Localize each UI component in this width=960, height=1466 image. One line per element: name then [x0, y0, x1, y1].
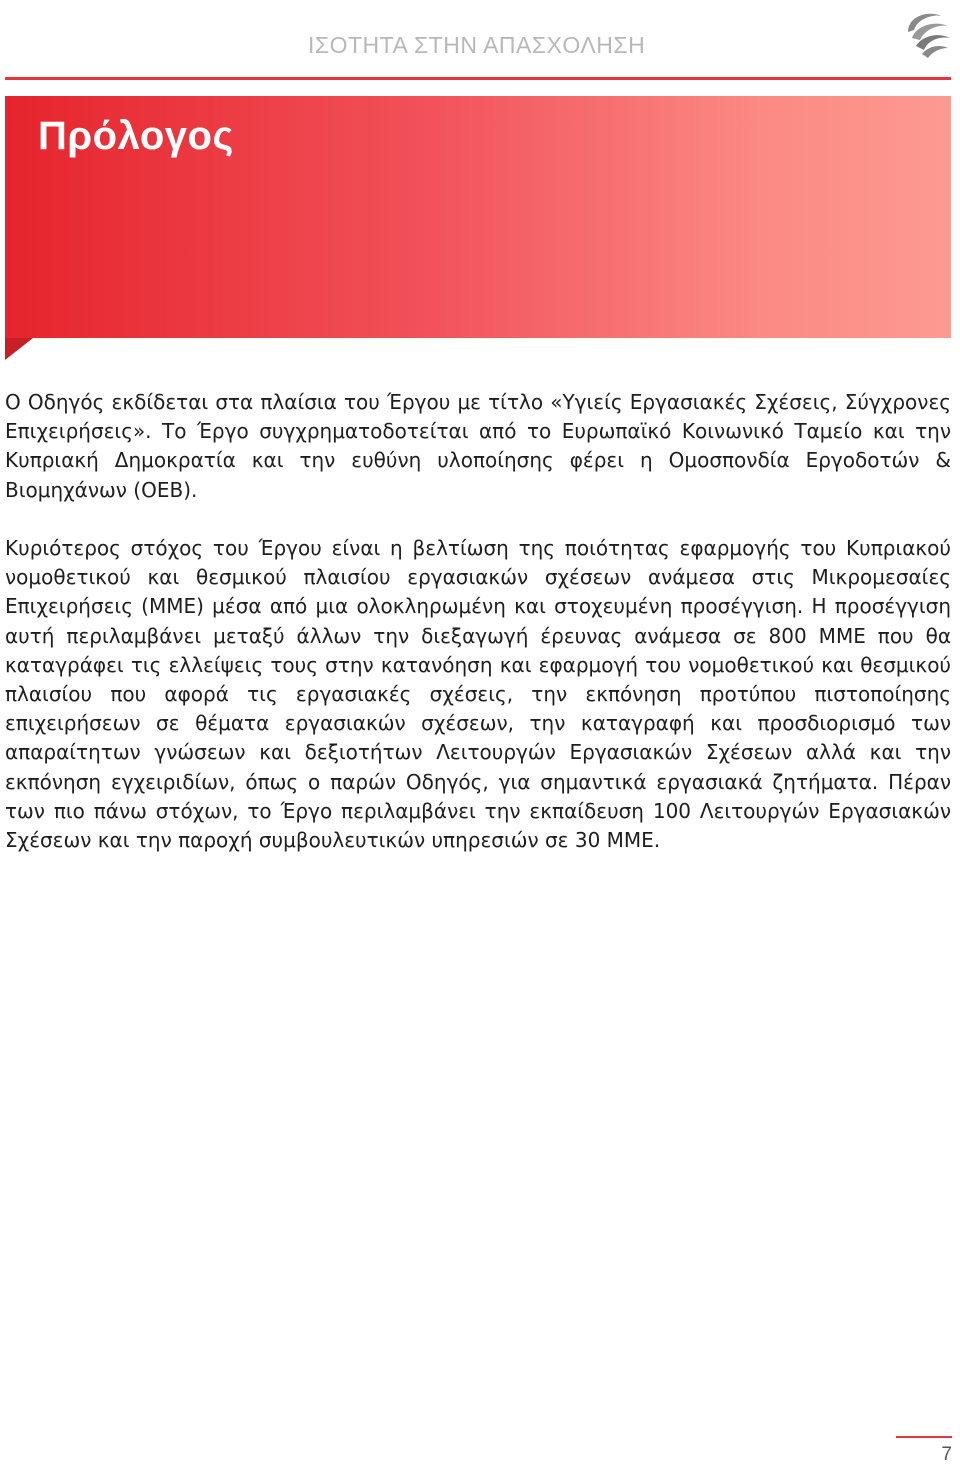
- banner-fold-corner: [5, 338, 33, 360]
- page-number: 7: [941, 1444, 952, 1465]
- intro-paragraph: Ο Οδηγός εκδίδεται στα πλαίσια του Έργου με τίτλο «Υγιείς Εργασιακές Σχέσεις, Σύγχρονες Επιχειρήσεις». Το Έργο συγχρηματοδοτείται από το Ευρωπαϊκό Κοινωνικό Ταμείο και την Κυπριακή Δημοκρατία και την ευθύνη υλοποίησης φέρει η Ομοσπονδία Εργοδοτών & Βιομηχάνων (ΟΕΒ).: [5, 390, 951, 502]
- page-title: Πρόλογος: [38, 114, 234, 158]
- footer-divider: [896, 1436, 952, 1438]
- running-header-title: ΙΣΟΤΗΤΑ ΣΤΗΝ ΑΠΑΣΧΟΛΗΣΗ: [308, 32, 646, 58]
- header-divider: [5, 77, 951, 80]
- objectives-paragraph: Κυριότερος στόχος του Έργου είναι η βελτίωση της ποιότητας εφαρμογής του Κυπριακού νομοθετικού και θεσμικού πλαισίου εργασιακών σχέσεων ανάμεσα στις Μικρομεσαίες Επιχειρήσεις (ΜΜΕ) μέσα από μια ολοκληρωμένη και στοχευμένη προσέγγιση. Η προσέγγιση αυτή περιλαμβάνει μεταξύ άλλων την διεξαγωγή έρευνας ανάμεσα σε 800 ΜΜΕ που θα καταγράφει τις ελλείψεις τους στην κατανόηση και εφαρμογή του νομοθετικού και θεσμικού πλαισίου που αφορά τις εργασιακές σχέσεις, την εκπόνηση προτύπου πιστοποίησης επιχειρήσεων σε θέματα εργασιακών σχέσεων, την καταγραφή και προσδιορισμό των απαραίτητων γνώσεων και δεξιοτήτων Λειτουργών Εργασιακών Σχέσεων αλλά και την εκπόνηση εγχειριδίων, όπως ο παρών Οδηγός, για σημαντικά εργασιακά ζητήματα. Πέραν των πιο πάνω στόχων, το Έργο περιλαμβάνει την εκπαίδευση 100 Λειτουργών Εργασιακών Σχέσεων και την παροχή συμβουλευτικών υπηρεσιών σε 30 ΜΜΕ.: [5, 536, 951, 853]
- leaf-swirl-logo-icon: [898, 4, 954, 60]
